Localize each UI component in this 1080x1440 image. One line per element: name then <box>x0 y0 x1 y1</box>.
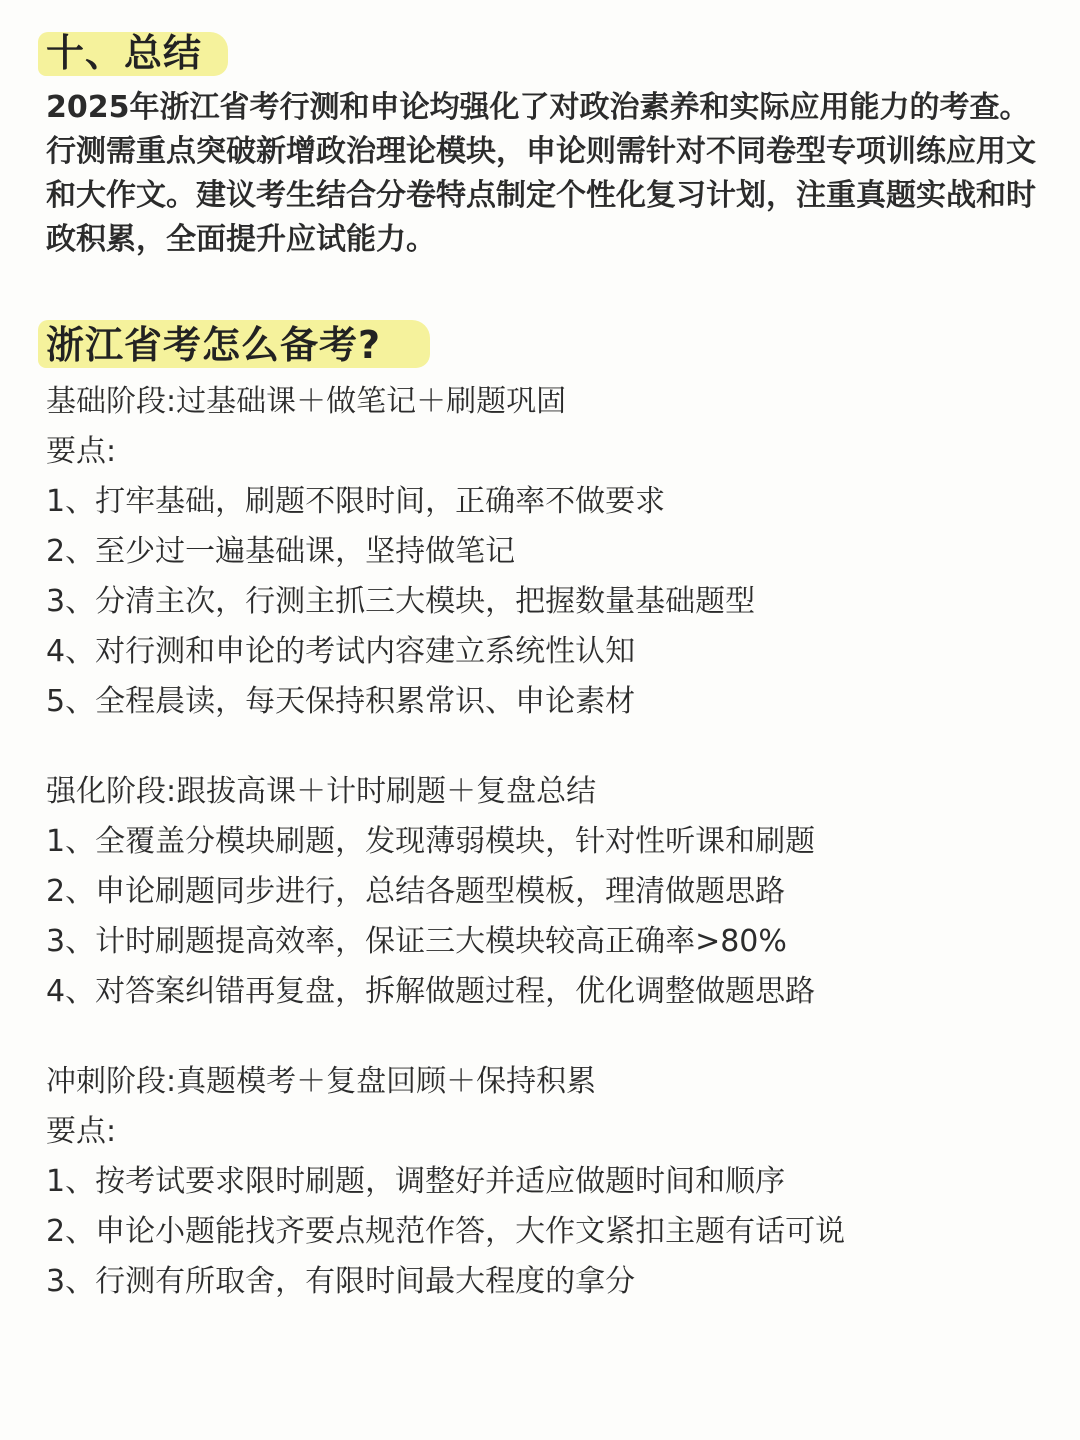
list-item: 3、计时刷题提高效率，保证三大模块较高正确率>80% <box>46 924 787 959</box>
sprint-stage-title: 冲刺阶段:真题模考＋复盘回顾＋保持积累 <box>46 1064 597 1099</box>
list-item: 3、行测有所取舍，有限时间最大程度的拿分 <box>46 1264 636 1299</box>
list-item: 1、打牢基础，刷题不限时间，正确率不做要求 <box>46 484 666 519</box>
list-item: 2、申论小题能找齐要点规范作答，大作文紧扣主题有话可说 <box>46 1214 846 1249</box>
list-item: 1、按考试要求限时刷题，调整好并适应做题时间和顺序 <box>46 1164 786 1199</box>
summary-heading: 十、总结 <box>46 31 203 75</box>
basic-stage-title: 基础阶段:过基础课＋做笔记＋刷题巩固 <box>46 384 567 419</box>
prep-heading: 浙江省考怎么备考? <box>46 323 382 367</box>
list-item: 4、对答案纠错再复盘，拆解做题过程，优化调整做题思路 <box>46 974 816 1009</box>
list-item: 4、对行测和申论的考试内容建立系统性认知 <box>46 634 636 669</box>
list-item: 1、全覆盖分模块刷题，发现薄弱模块，针对性听课和刷题 <box>46 824 816 859</box>
sprint-points-label: 要点: <box>46 1114 117 1149</box>
strengthen-stage-title: 强化阶段:跟拔高课＋计时刷题＋复盘总结 <box>46 774 597 809</box>
list-item: 2、至少过一遍基础课，坚持做笔记 <box>46 534 516 569</box>
basic-points-label: 要点: <box>46 434 117 469</box>
list-item: 3、分清主次，行测主抓三大模块，把握数量基础题型 <box>46 584 756 619</box>
list-item: 2、申论刷题同步进行，总结各题型模板，理清做题思路 <box>46 874 786 909</box>
list-item: 5、全程晨读，每天保持积累常识、申论素材 <box>46 684 636 719</box>
summary-paragraph: 2025年浙江省考行测和申论均强化了对政治素养和实际应用能力的考查。行测需重点突破新增政治理论模块，申论则需针对不同卷型专项训练应用文和大作文。建议考生结合分卷特点制定个性化复习计划，注重真题实战和时政积累，全面提升应试能力。 <box>46 90 1036 257</box>
